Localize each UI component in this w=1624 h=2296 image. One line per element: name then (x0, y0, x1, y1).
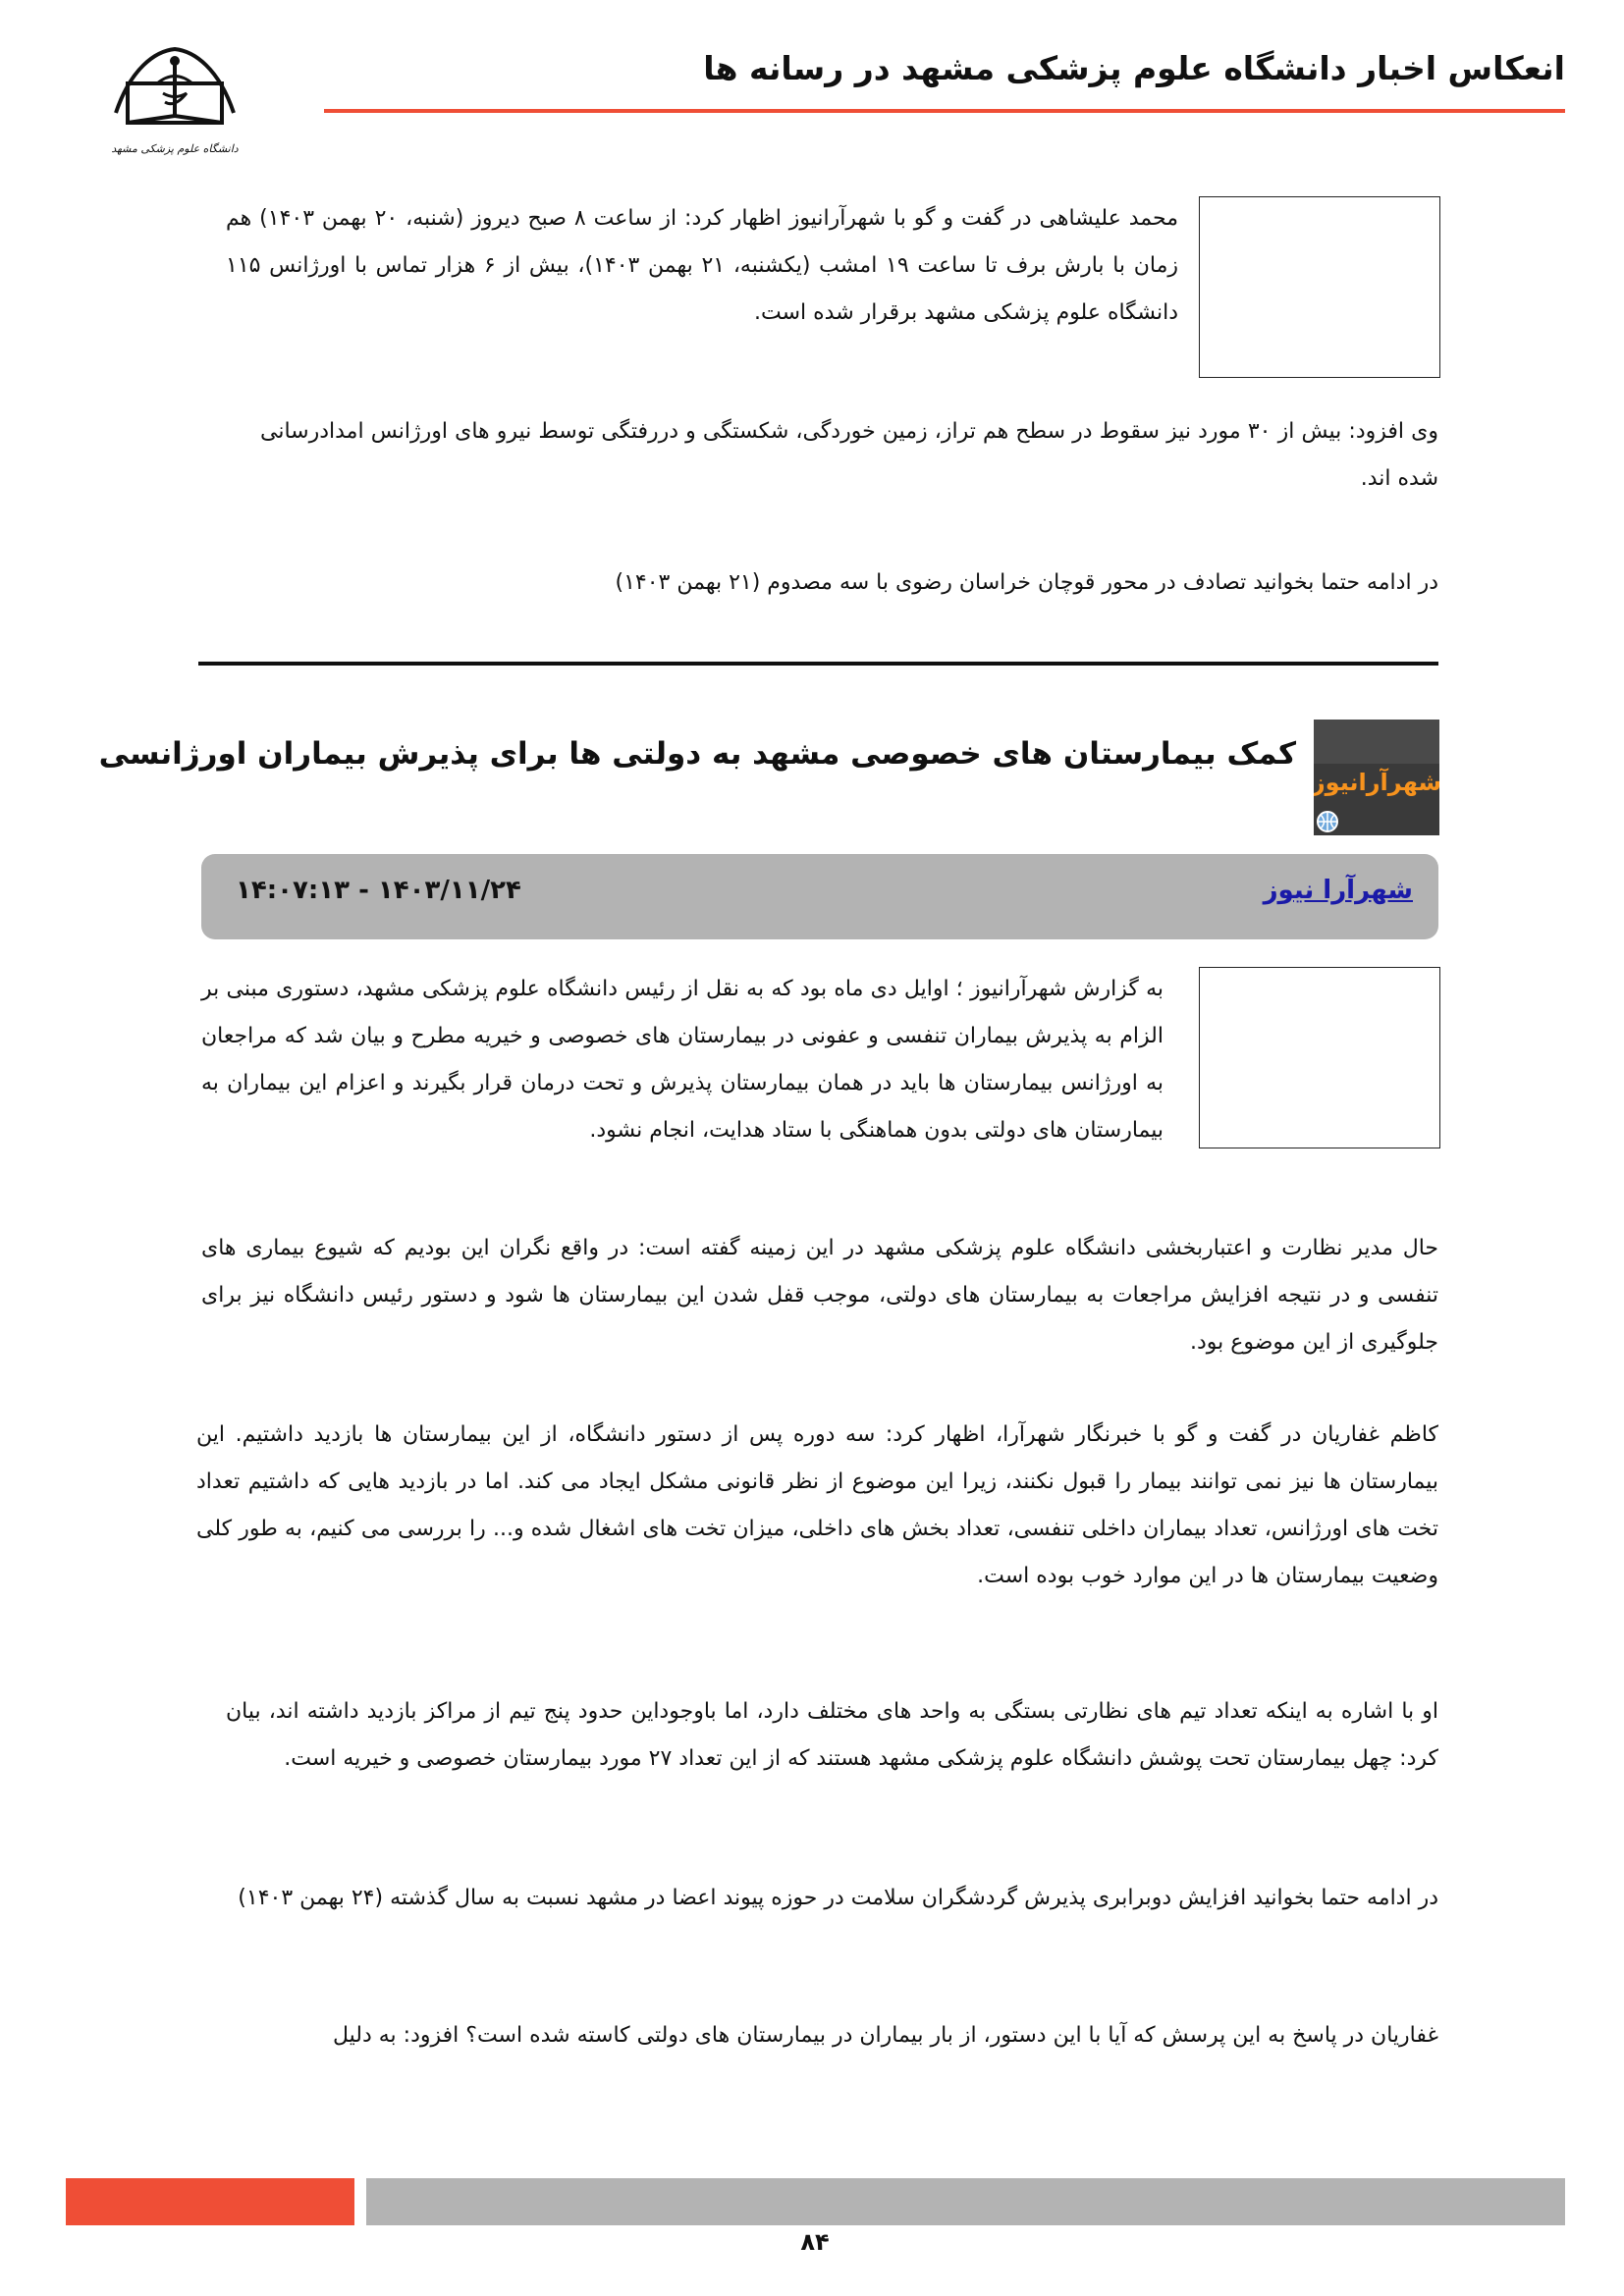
university-logo-caption: دانشگاه علوم پزشکی مشهد (111, 142, 239, 155)
footer-accent-bar (66, 2178, 354, 2225)
page-number: ۸۴ (800, 2228, 830, 2256)
body-paragraph: به گزارش شهرآرانیوز ؛ اوایل دی ماه بود که به نقل از رئیس دانشگاه علوم پزشکی مشهد، دستوری مبنی بر الزام به پذیرش بیماران تنفسی و عفونی در بیمارستان های خصوصی و خیریه مطرح و بیان شد که مراجعان به اورژانس بیمارستان ها باید در همان بیمارستان پذیرش و تحت درمان قرار بگیرند و اعزام این بیماران به بیمارستان های دولتی بدون هماهنگی با ستاد هدایت، انجام نشود. (201, 977, 1164, 1143)
body-paragraph: محمد علیشاهی در گفت و گو با شهرآرانیوز اظهار کرد: از ساعت ۸ صبح دیروز (شنبه، ۲۰ بهمن ۱۴۰۳) هم زمان با بارش برف تا ساعت ۱۹ امشب (یکشنبه، ۲۱ بهمن ۱۴۰۳)، بیش از ۶ هزار تماس با اورژانس ۱۱۵ دانشگاه علوم پزشکی مشهد برقرار شده است. (226, 206, 1179, 325)
body-paragraph: حال مدیر نظارت و اعتباربخشی دانشگاه علوم پزشکی مشهد در این زمینه گفته است: در واقع نگران این بودیم که شیوع بیماری های تنفسی و در نتیجه افزایش مراجعات به بیمارستان های دولتی، موجب قفل شدن این بیمارستان ها شود و دستور رئیس دانشگاه نیز برای جلوگیری از این موضوع بود. (201, 1236, 1438, 1355)
body-paragraph: او با اشاره به اینکه تعداد تیم های نظارتی بستگی به واحد های مختلف دارد، اما باوجوداین حدود پنج تیم از مراکز بازدید داشته اند، بیان کرد: چهل بیمارستان تحت پوشش دانشگاه علوم پزشکی مشهد هستند که از این تعداد ۲۷ مورد بیمارستان خصوصی و خیریه است. (226, 1699, 1438, 1771)
footer-bar (366, 2178, 1565, 2225)
read-more-line: در ادامه حتما بخوانید افزایش دوبرابری پذیرش گردشگران سلامت در حوزه پیوند اعضا در مشهد نسبت به سال گذشته (۲۴ بهمن ۱۴۰۳) (238, 1886, 1438, 1910)
read-more-line: در ادامه حتما بخوانید تصادف در محور قوچان خراسان رضوی با سه مصدوم (۲۱ بهمن ۱۴۰۳) (615, 570, 1438, 595)
article-time: ۱۴:۰۷:۱۳ (236, 876, 351, 905)
body-paragraph: وی افزود: بیش از ۳۰ مورد نیز سقوط در سطح هم تراز، زمین خوردگی، شکستگی و دررفتگی توسط نیرو های اورژانس امدادرسانی شده اند. (260, 419, 1438, 491)
university-logo (106, 39, 244, 167)
page-header-title: انعکاس اخبار دانشگاه علوم پزشکی مشهد در رسانه ها (703, 49, 1565, 87)
section-divider (198, 662, 1438, 666)
article-meta-bar (201, 854, 1438, 939)
article-photo-placeholder (1199, 196, 1440, 378)
header-divider (324, 109, 1565, 113)
article-date: ۱۴۰۳/۱۱/۲۴ (377, 876, 521, 905)
article-photo-placeholder (1199, 967, 1440, 1148)
body-paragraph: غفاریان در پاسخ به این پرسش که آیا با این دستور، از بار بیماران در بیمارستان های دولتی کاسته شده است؟ افزود: به دلیل (332, 2023, 1438, 2048)
body-paragraph: کاظم غفاریان در گفت و گو با خبرنگار شهرآرا، اظهار کرد: سه دوره پس از دستور دانشگاه، از این بیمارستان ها بازدید داشتیم. این بیمارستان ها نیز نمی توانند بیمار را قبول نکنند، زیرا این موضوع از نظر قانونی مشکل ایجاد می کند. اما در بازدید هایی که داشتیم تعداد تخت های اورژانس، تعداد بیماران داخلی تنفسی، تعداد بخش های داخلی، میزان تخت های اشغال شده و... را بررسی می کنیم، به طور کلی وضعیت بیمارستان ها در این موارد خوب بوده است. (196, 1422, 1438, 1588)
article-title: کمک بیمارستان های خصوصی مشهد به دولتی ها برای پذیرش بیماران اورژانسی (98, 736, 1296, 772)
article-datetime: ۱۴۰۳/۱۱/۲۴ - ۱۴:۰۷:۱۳ (236, 876, 521, 905)
news-source-logo (1314, 720, 1439, 835)
news-source-logo-text: شهرآرانیوز (1314, 769, 1439, 796)
source-link[interactable]: شهرآرا نیوز (1263, 876, 1413, 905)
